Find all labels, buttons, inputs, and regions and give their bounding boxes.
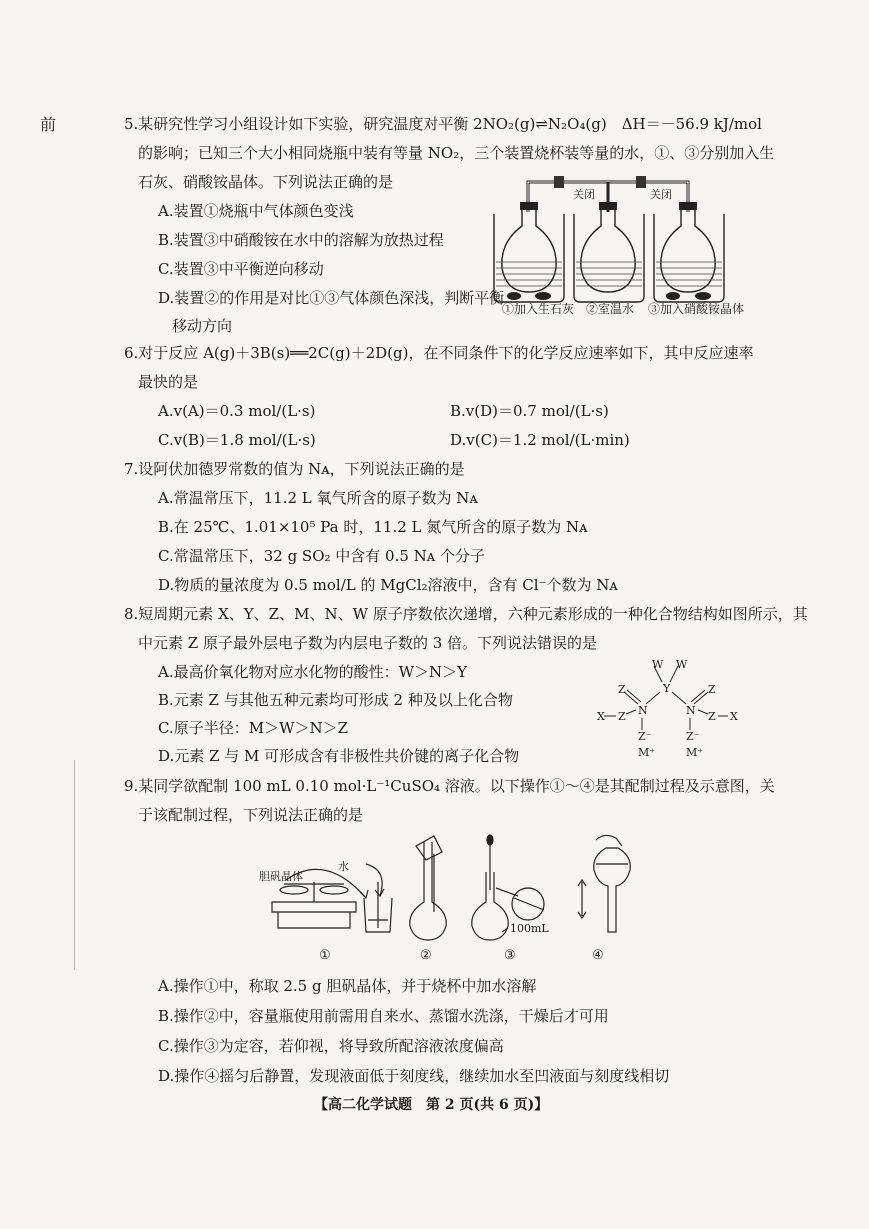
q9-fig-step-4: ④ [592, 948, 604, 963]
q9-fig-label-water: 水 [338, 860, 349, 873]
margin-note: 前 [40, 115, 57, 134]
q9-option-d: D.操作④摇匀后静置，发现液面低于刻度线，继续加水至凹液面与刻度线相切 [158, 1067, 670, 1085]
q8-option-c: C.原子半径：M＞W＞N＞Z [158, 719, 349, 737]
q6-option-d: D.v(C)＝1.2 mol/(L·min) [450, 431, 630, 449]
q6-option-b: B.v(D)＝0.7 mol/(L·s) [450, 402, 609, 420]
q9-fig-step-2: ② [420, 948, 432, 963]
q7-option-d: D.物质的量浓度为 0.5 mol/L 的 MgCl₂溶液中，含有 Cl⁻个数为 Nᴀ [158, 576, 618, 594]
q5-stem-line-3: 石灰、硝酸铵晶体。下列说法正确的是 [138, 173, 394, 191]
q6-stem-line-2: 最快的是 [138, 373, 199, 391]
q9-procedure-figure [256, 832, 636, 950]
q8-atom-x-right: X [730, 710, 738, 723]
q9-fig-label-volume: 100mL [510, 922, 549, 935]
q7-option-b: B.在 25℃、1.01×10⁵ Pa 时，11.2 L 氮气所含的原子数为 Nᴀ [158, 518, 588, 536]
q8-option-b: B.元素 Z 与其他五种元素均可形成 2 种及以上化合物 [158, 691, 513, 709]
q8-ion-m-plus-left: M⁺ [638, 746, 656, 759]
q5-stem-line-1: 5.某研究性学习小组设计如下实验，研究温度对平衡 2NO₂(g)⇌N₂O₄(g) ΔH＝－56.9 kJ/mol [124, 115, 762, 133]
q8-stem-line-2: 中元素 Z 原子最外层电子数为内层电子数的 3 倍。下列说法错误的是 [138, 634, 598, 652]
q6-option-c: C.v(B)＝1.8 mol/(L·s) [158, 431, 316, 449]
page-footer: 【高二化学试题 第 2 页(共 6 页)】 [314, 1097, 549, 1113]
q9-stem-line-2: 于该配制过程，下列说法正确的是 [138, 806, 364, 824]
q5-option-b: B.装置③中硝酸铵在水中的溶解为放热过程 [158, 231, 444, 249]
q9-option-c: C.操作③为定容，若仰视，将导致所配溶液浓度偏高 [158, 1037, 504, 1055]
q8-atom-n-left: N [638, 704, 648, 717]
q5-fig-caption-1: ①加入生石灰 [502, 302, 575, 316]
q8-atom-z-tr: Z [708, 683, 716, 696]
q6-stem-line-1: 6.对于反应 A(g)＋3B(s)══2C(g)＋2D(g)，在不同条件下的化学反应速率如下，其中反应速率 [124, 344, 754, 362]
q9-fig-step-3: ③ [504, 948, 516, 963]
q5-option-d-line-2: 移动方向 [172, 317, 233, 335]
q9-stem-line-1: 9.某同学欲配制 100 mL 0.10 mol·L⁻¹CuSO₄ 溶液。以下操作①～④是其配制过程及示意图，关 [124, 777, 775, 795]
scan-artifact-line [74, 760, 75, 970]
q8-option-a: A.最高价氧化物对应水化物的酸性：W＞N＞Y [158, 663, 468, 681]
q8-ion-z-minus-left: Z⁻ [638, 730, 652, 743]
q8-option-d: D.元素 Z 与 M 可形成含有非极性共价键的离子化合物 [158, 747, 520, 765]
q6-option-a: A.v(A)＝0.3 mol/(L·s) [158, 402, 316, 420]
q5-option-d-line-1: D.装置②的作用是对比①③气体颜色深浅，判断平衡 [158, 289, 505, 307]
q9-fig-step-1: ① [319, 948, 331, 963]
q5-option-c: C.装置③中平衡逆向移动 [158, 260, 324, 278]
q8-atom-z-tl: Z [618, 683, 626, 696]
q8-ion-m-plus-right: M⁺ [686, 746, 704, 759]
q8-atom-w2: W [676, 658, 688, 671]
q5-fig-caption-3: ③加入硝酸铵晶体 [648, 302, 745, 316]
q7-stem: 7.设阿伏加德罗常数的值为 Nᴀ，下列说法正确的是 [124, 460, 465, 478]
q8-atom-z-left: Z [618, 710, 626, 723]
q5-apparatus-figure [488, 168, 748, 318]
q8-atom-z-right: Z [708, 710, 716, 723]
q9-fig-label-crystal: 胆矾晶体 [259, 870, 303, 883]
q8-structure-figure [592, 654, 752, 764]
q8-atom-x-left: X [597, 710, 605, 723]
q8-atom-y: Y [663, 682, 671, 695]
q5-option-a: A.装置①烧瓶中气体颜色变浅 [158, 202, 354, 220]
q7-option-a: A.常温常压下，11.2 L 氧气所含的原子数为 Nᴀ [158, 489, 478, 507]
q8-stem-line-1: 8.短周期元素 X、Y、Z、M、N、W 原子序数依次递增，六种元素形成的一种化合物结构如图所示，其 [124, 605, 808, 623]
q9-option-a: A.操作①中，称取 2.5 g 胆矾晶体，并于烧杯中加水溶解 [158, 977, 537, 995]
q8-atom-n-right: N [686, 704, 696, 717]
q9-option-b: B.操作②中，容量瓶使用前需用自来水、蒸馏水洗涤，干燥后才可用 [158, 1007, 609, 1025]
q7-option-c: C.常温常压下，32 g SO₂ 中含有 0.5 Nᴀ 个分子 [158, 547, 486, 565]
q5-fig-close-label-1: 关闭 [573, 188, 595, 201]
q5-fig-close-label-2: 关闭 [650, 188, 672, 201]
q8-atom-w1: W [652, 658, 664, 671]
q8-ion-z-minus-right: Z⁻ [686, 730, 700, 743]
q5-fig-caption-2: ②室温水 [586, 302, 635, 316]
q5-stem-line-2: 的影响；已知三个大小相同烧瓶中装有等量 NO₂，三个装置烧杯装等量的水，①、③分别加入生 [138, 144, 775, 162]
